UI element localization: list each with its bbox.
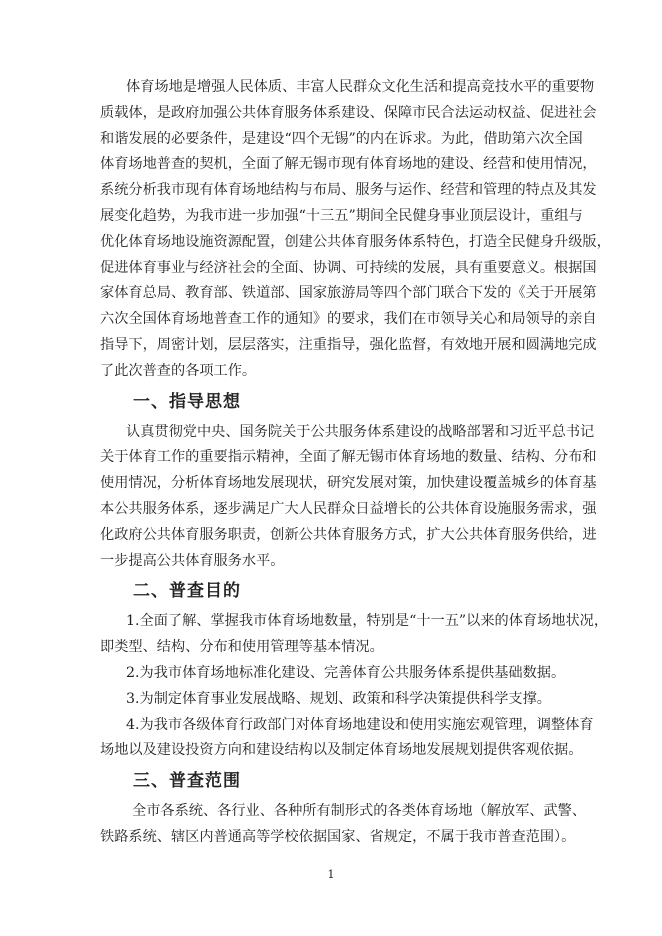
section-heading-guiding-ideology: 一、指导思想 (133, 391, 241, 412)
text-line: 展变化趋势，为我市进一步加强“十三五”期间全民健身事业顶层设计，重组与 (100, 207, 583, 224)
text-line: 体育场地普查的契机，全面了解无锡市现有体育场地的建设、经营和使用情况， (100, 156, 597, 173)
list-item-line: 2.为我市体育场地标准化建设、完善体育公共服务体系提供基础数据。 (126, 664, 566, 681)
text-line: 六次全国体育场地普查工作的通知》的要求，我们在市领导关心和局领导的亲自 (100, 311, 597, 328)
page-number: 1 (327, 868, 335, 881)
guiding-ideology-paragraph (100, 420, 597, 575)
document-page (100, 75, 611, 851)
text-line: 系统分析我市现有体育场地结构与布局、服务与运作、经营和管理的特点及其发 (100, 182, 597, 199)
list-item-line: 1.全面了解、掌握我市体育场地数量，特别是“十一五”以来的体育场地状况， (126, 613, 609, 630)
list-item-line: 3.为制定体育事业发展战略、规划、政策和科学决策提供科学支撑。 (126, 690, 551, 707)
text-line: 关于体育工作的重要指示精神，全面了解无锡市体育场地的数量、结构、分布和 (100, 449, 597, 466)
survey-purpose-list (100, 609, 609, 764)
text-line: 促进体育事业与经济社会的全面、协调、可持续的发展，具有重要意义。根据国 (100, 259, 597, 276)
text-line: 使用情况，分析体育场地发展现状，研究发展对策，加快建设覆盖城乡的体育基 (100, 475, 597, 492)
text-line: 指导下，周密计划，层层落实，注重指导，强化监督，有效地开展和圆满地完成 (100, 336, 597, 353)
list-item-line: 场地以及建设投资方向和建设结构以及制定体育场地发展规划提供客观依据。 (100, 742, 583, 759)
text-line: 优化体育场地设施资源配置，创建公共体育服务体系特色，打造全民健身升级版， (100, 233, 611, 250)
survey-scope-paragraph (100, 799, 587, 851)
text-line: 一步提高公共体育服务水平。 (100, 552, 285, 569)
text-line: 化政府公共体育服务职责，创新公共体育服务方式，扩大公共体育服务供给，进 (100, 526, 597, 543)
section-heading-survey-scope: 三、普查范围 (133, 771, 241, 792)
section-heading-survey-purpose: 二、普查目的 (133, 581, 241, 602)
list-item-line: 即类型、结构、分布和使用管理等基本情况。 (100, 639, 384, 656)
text-line: 体育场地是增强人民体质、丰富人民群众文化生活和提高竞技水平的重要物 (126, 79, 595, 95)
text-line: 和谐发展的必要条件，是建设“四个无锡”的内在诉求。为此，借助第六次全国 (100, 130, 583, 147)
text-line: 了此次普查的各项工作。 (100, 362, 257, 379)
text-line: 家体育总局、教育部、铁道部、国家旅游局等四个部门联合下发的《关于开展第 (100, 285, 597, 302)
text-line: 本公共服务体系，逐步满足广大人民群众日益增长的公共体育设施服务需求，强 (100, 500, 597, 517)
text-line: 认真贯彻党中央、国务院关于公共服务体系建设的战略部署和习近平总书记 (126, 423, 595, 440)
intro-paragraph (100, 75, 611, 385)
list-item-line: 4.为我市各级体育行政部门对体育场地建设和使用实施宏观管理，调整体育 (126, 716, 594, 733)
text-line: 全市各系统、各行业、各种所有制形式的各类体育场地（解放军、武警、 (132, 803, 587, 820)
text-line: 铁路系统、辖区内普通高等学校依据国家、省规定，不属于我市普查范围）。 (100, 828, 576, 845)
text-line: 质载体，是政府加强公共体育服务体系建设、保障市民合法运动权益、促进社会 (100, 104, 597, 121)
